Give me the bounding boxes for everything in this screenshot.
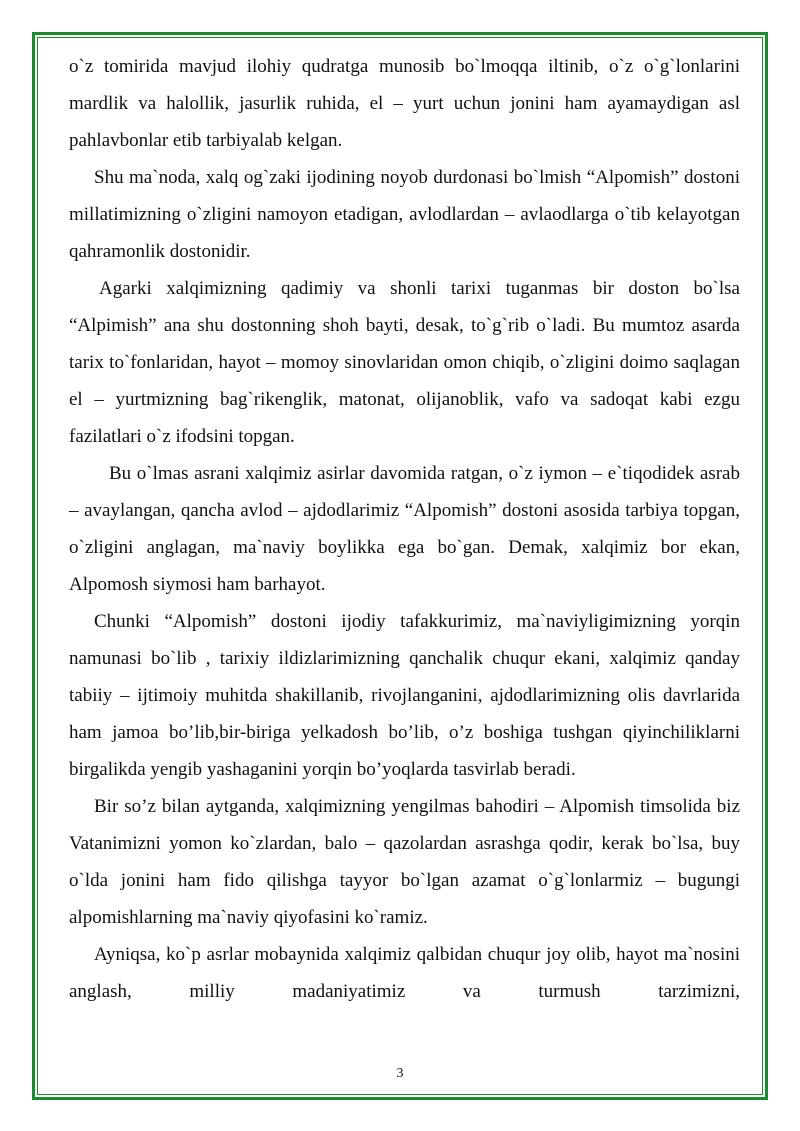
paragraph-5: Chunki “Alpomish” dostoni ijodiy tafakkurimiz, ma`naviyligimizning yorqin namunasi bo`lib , tarixiy ildizlarimizning qanchalik chuqur ekani, xalqimiz qanday tabiiy – ijtimoiy muhitda shakillanib, rivojlanganini, ajdodlarimizning olis davrlarida ham jamoa bo’lib,bir-biriga yelkadosh bo’lib, o’z boshiga tushgan qiyinchiliklarni birgalikda yengib yashaganini yorqin bo’yoqlarda tasvirlab beradi.	[69, 611, 740, 780]
page-number: 3	[396, 1066, 404, 1081]
paragraph-7: Ayniqsa, ko`p asrlar mobaynida xalqimiz qalbidan chuqur joy olib, hayot ma`nosini anglash, milliy madaniyatimiz va turmush tarzimizni,	[69, 944, 740, 1002]
paragraph-4: Bu o`lmas asrani xalqimiz asirlar davomida ratgan, o`z iymon – e`tiqodidek asrab – avaylangan, qancha avlod – ajdodlarimiz “Alpomish” dostoni asosida tarbiya topgan, o`zligini anglagan, ma`naviy boylikka ega bo`gan. Demak, xalqimiz bor ekan, Alpomosh siymosi ham barhayot.	[69, 463, 740, 595]
document-body	[69, 48, 740, 1010]
paragraph-2: Shu ma`noda, xalq og`zaki ijodining noyob durdonasi bo`lmish “Alpomish” dostoni millatimizning o`zligini namoyon etadigan, avlodlardan – avlaodlarga o`tib kelayotgan qahramonlik dostonidir.	[69, 167, 740, 262]
paragraph-3: Agarki xalqimizning qadimiy va shonli tarixi tuganmas bir doston bo`lsa “Alpimish” ana shu dostonning shoh bayti, desak, to`g`rib o`ladi. Bu mumtoz asarda tarix to`fonlaridan, hayot – momoy sinovlaridan omon chiqib, o`zligini doimo saqlagan el – yurtmizning bag`rikenglik, matonat, olijanoblik, vafo va sadoqat kabi ezgu fazilatlari o`z ifodsini topgan.	[69, 278, 740, 447]
paragraph-1: o`z tomirida mavjud ilohiy qudratga munosib bo`lmoqqa iltinib, o`z o`g`lonlarini mardlik va halollik, jasurlik ruhida, el – yurt uchun jonini ham ayamaydigan asl pahlavbonlar etib tarbiyalab kelgan.	[69, 56, 740, 151]
paragraph-6: Bir so’z bilan aytganda, xalqimizning yengilmas bahodiri – Alpomish timsolida biz Vatanimizni yomon ko`zlardan, balo – qazolardan asrashga qodir, kerak bo`lsa, buy o`lda jonini ham fido qilishga tayyor bo`lgan azamat o`g`lonlarmiz – bugungi alpomishlarning ma`naviy qiyofasini ko`ramiz.	[69, 796, 740, 928]
